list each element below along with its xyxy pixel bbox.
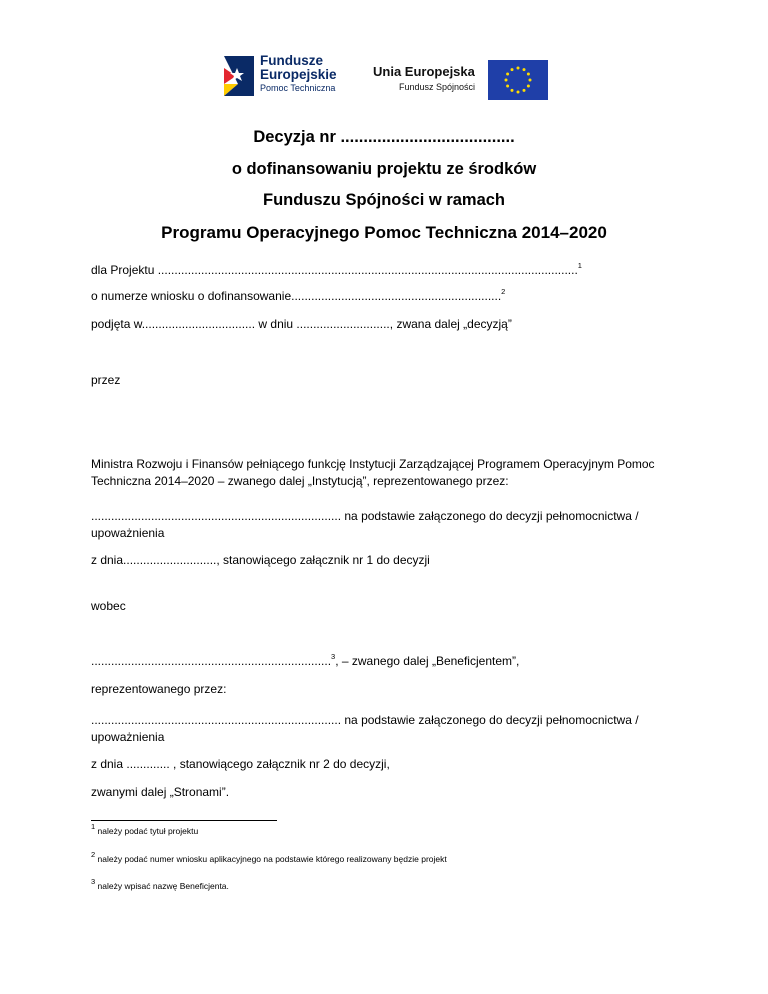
footnote-3-num: 3 bbox=[91, 877, 96, 886]
ue-line2: Fundusz Spójności bbox=[399, 82, 476, 92]
eu-star-icon bbox=[517, 91, 520, 94]
parties-line: zwanymi dalej „Stronami”. bbox=[91, 785, 230, 799]
eu-star-icon bbox=[511, 68, 514, 71]
eu-star-icon bbox=[527, 85, 530, 88]
eu-flag-icon bbox=[488, 60, 548, 100]
represented-by-label: reprezentowanego przez: bbox=[91, 682, 227, 696]
minister-paragraph: Ministra Rozwoju i Finansów pełniącego funkcję Instytucji Zarządzającej Programem Operacyjnym Pomoc Techniczna 2014–2020 – zwanego dalej „Instytucją”, reprezentowanego przez: bbox=[91, 457, 655, 488]
footnote-3-text: należy wpisać nazwę Beneficjenta. bbox=[97, 881, 229, 891]
fe-line1: Fundusze bbox=[260, 53, 323, 68]
footnote-2 bbox=[91, 850, 447, 864]
footnote-separator bbox=[91, 820, 277, 821]
eu-star-icon bbox=[511, 89, 514, 92]
fundusze-europejskie-logo-icon bbox=[220, 54, 256, 98]
issued-line: podjęta w.................................. w dniu ............................, zwana dalej „decyzją” bbox=[91, 317, 512, 331]
fe-line2: Europejskie bbox=[260, 67, 337, 83]
przez-label: przez bbox=[91, 373, 121, 387]
date-annex-1-line: z dnia............................, stanowiącego załącznik nr 1 do decyzji bbox=[91, 553, 430, 567]
title-line-3: Funduszu Spójności w ramach bbox=[262, 191, 506, 209]
eu-star-icon bbox=[523, 68, 526, 71]
decision-number-title: Decyzja nr ...................................... bbox=[253, 128, 515, 146]
eu-star-icon bbox=[506, 73, 509, 76]
footnote-ref-2: 2 bbox=[501, 287, 506, 296]
eu-star-icon bbox=[527, 73, 530, 76]
project-line bbox=[91, 262, 582, 279]
fe-line3: Pomoc Techniczna bbox=[260, 83, 336, 94]
eu-star-icon bbox=[506, 85, 509, 88]
date-annex-2-line: z dnia ............. , stanowiącego załącznik nr 2 do decyzji, bbox=[91, 757, 390, 771]
eu-star-icon bbox=[505, 79, 508, 82]
application-text: o numerze wniosku o dofinansowanie............................................................... bbox=[91, 289, 502, 303]
eu-star-icon bbox=[529, 79, 532, 82]
project-text: dla Projektu .............................................................................................................................. bbox=[91, 263, 578, 277]
footnote-3 bbox=[91, 877, 229, 891]
footnote-2-num: 2 bbox=[91, 850, 96, 859]
footnote-1-num: 1 bbox=[91, 822, 96, 831]
fundusze-europejskie-text bbox=[260, 54, 337, 94]
beneficiary-dots: ........................................................................ bbox=[91, 654, 332, 668]
ue-line1: Unia Europejska bbox=[373, 64, 475, 79]
unia-europejska-text bbox=[373, 64, 475, 92]
representative-paragraph-2: ........................................................................... na podstawie załączonego do decyzji pełnomocnictwa / upoważnienia bbox=[91, 713, 639, 744]
application-number-line bbox=[91, 288, 505, 305]
representative-paragraph-1: ........................................................................... na podstawie załączonego do decyzji pełnomocnictwa / upoważnienia bbox=[91, 509, 639, 540]
title-line-2: o dofinansowaniu projektu ze środków bbox=[231, 160, 537, 178]
footnote-2-text: należy podać numer wniosku aplikacyjnego na podstawie którego realizowany będzie projekt bbox=[97, 854, 447, 864]
wobec-label: wobec bbox=[91, 599, 126, 613]
eu-star-icon bbox=[523, 89, 526, 92]
footnote-1-text: należy podać tytuł projektu bbox=[97, 826, 199, 836]
eu-star-icon bbox=[517, 67, 520, 70]
footnote-ref-1: 1 bbox=[577, 261, 582, 270]
beneficiary-line bbox=[91, 653, 519, 670]
footnote-ref-3: 3 bbox=[331, 652, 336, 661]
footnote-1 bbox=[91, 822, 199, 836]
beneficiary-text: , – zwanego dalej „Beneficjentem”, bbox=[335, 654, 520, 668]
title-line-4: Programu Operacyjnego Pomoc Techniczna 2014–2020 bbox=[161, 223, 607, 242]
logo-bar bbox=[0, 52, 768, 102]
